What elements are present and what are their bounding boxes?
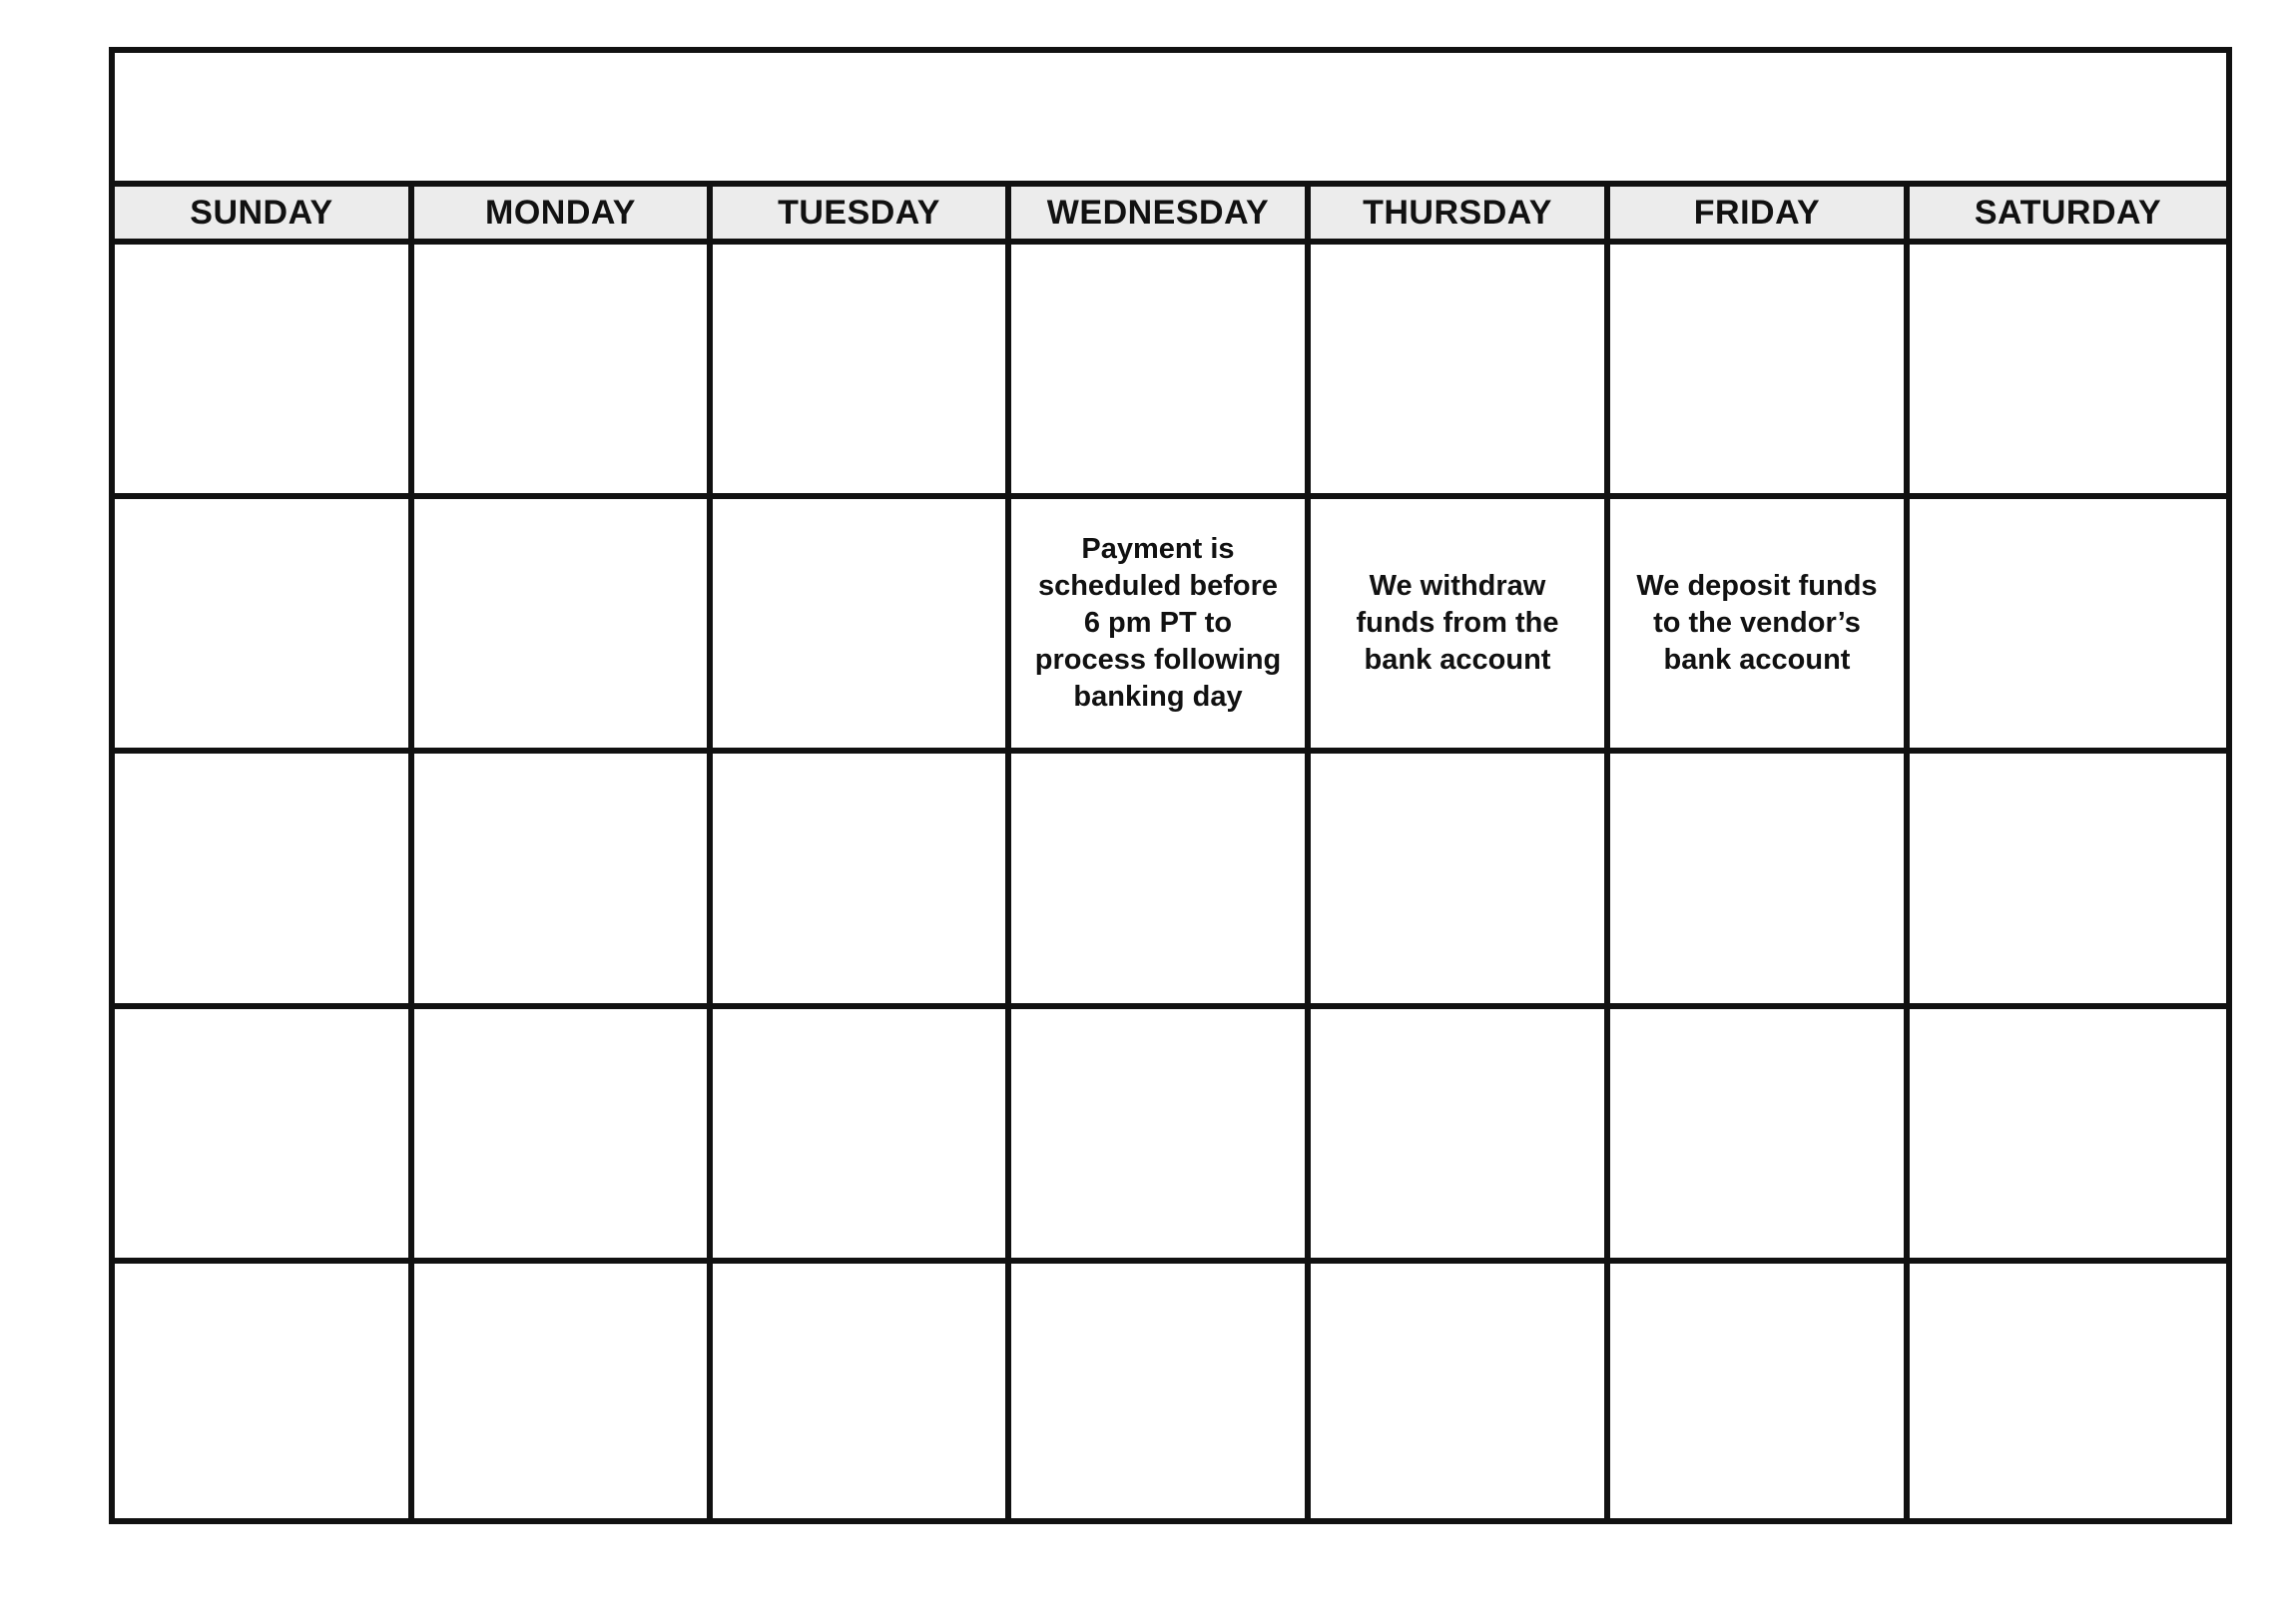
day-cell — [1311, 1009, 1610, 1258]
day-cell — [115, 499, 414, 748]
week-row-5 — [115, 1264, 2226, 1518]
weekday-header-monday: MONDAY — [414, 187, 713, 239]
day-cell — [1910, 245, 2226, 493]
week-row-1 — [115, 245, 2226, 499]
weekday-header-sunday: SUNDAY — [115, 187, 414, 239]
weekday-header-tuesday: TUESDAY — [713, 187, 1011, 239]
withdraw-funds-note: We withdraw funds from the bank account — [1356, 570, 1559, 677]
day-cell — [1910, 1264, 2226, 1518]
day-cell — [1011, 1009, 1311, 1258]
day-cell — [1311, 754, 1610, 1002]
week-row-4 — [115, 1009, 2226, 1264]
weekday-header-thursday: THURSDAY — [1311, 187, 1610, 239]
day-cell — [1610, 754, 1910, 1002]
payment-schedule-note: Payment is scheduled before 6 pm PT to process following banking day — [1034, 533, 1282, 714]
day-cell-thursday-note — [1311, 499, 1610, 748]
deposit-funds-note: We deposit funds to the vendor’s bank account — [1636, 570, 1878, 677]
day-cell — [1011, 1264, 1311, 1518]
day-cell — [713, 1264, 1011, 1518]
day-cell — [1311, 1264, 1610, 1518]
day-cell-friday-note — [1610, 499, 1910, 748]
calendar-title-band — [115, 53, 2226, 187]
weekday-header-saturday: SATURDAY — [1974, 193, 2162, 232]
weekday-header-wednesday: WEDNESDAY — [1011, 187, 1311, 239]
day-cell — [1910, 754, 2226, 1002]
day-cell — [1610, 245, 1910, 493]
day-cell — [1011, 245, 1311, 493]
day-cell — [713, 499, 1011, 748]
weekday-header-row — [115, 187, 2226, 245]
day-cell — [115, 754, 414, 1002]
day-cell — [1610, 1009, 1910, 1258]
calendar-grid — [115, 245, 2226, 1518]
day-cell — [115, 1009, 414, 1258]
day-cell — [1610, 1264, 1910, 1518]
day-cell — [414, 1009, 713, 1258]
week-row-3 — [115, 754, 2226, 1008]
day-cell — [414, 1264, 713, 1518]
day-cell-wednesday-note — [1011, 499, 1311, 748]
day-cell — [1910, 1009, 2226, 1258]
day-cell — [115, 245, 414, 493]
day-cell — [414, 245, 713, 493]
weekday-header-friday: FRIDAY — [1610, 187, 1910, 239]
day-cell — [1311, 245, 1610, 493]
day-cell — [414, 499, 713, 748]
day-cell — [115, 1264, 414, 1518]
day-cell — [713, 1009, 1011, 1258]
calendar — [109, 47, 2232, 1524]
day-cell — [713, 754, 1011, 1002]
week-row-2 — [115, 499, 2226, 754]
day-cell — [1910, 499, 2226, 748]
day-cell — [414, 754, 713, 1002]
day-cell — [1011, 754, 1311, 1002]
day-cell — [713, 245, 1011, 493]
